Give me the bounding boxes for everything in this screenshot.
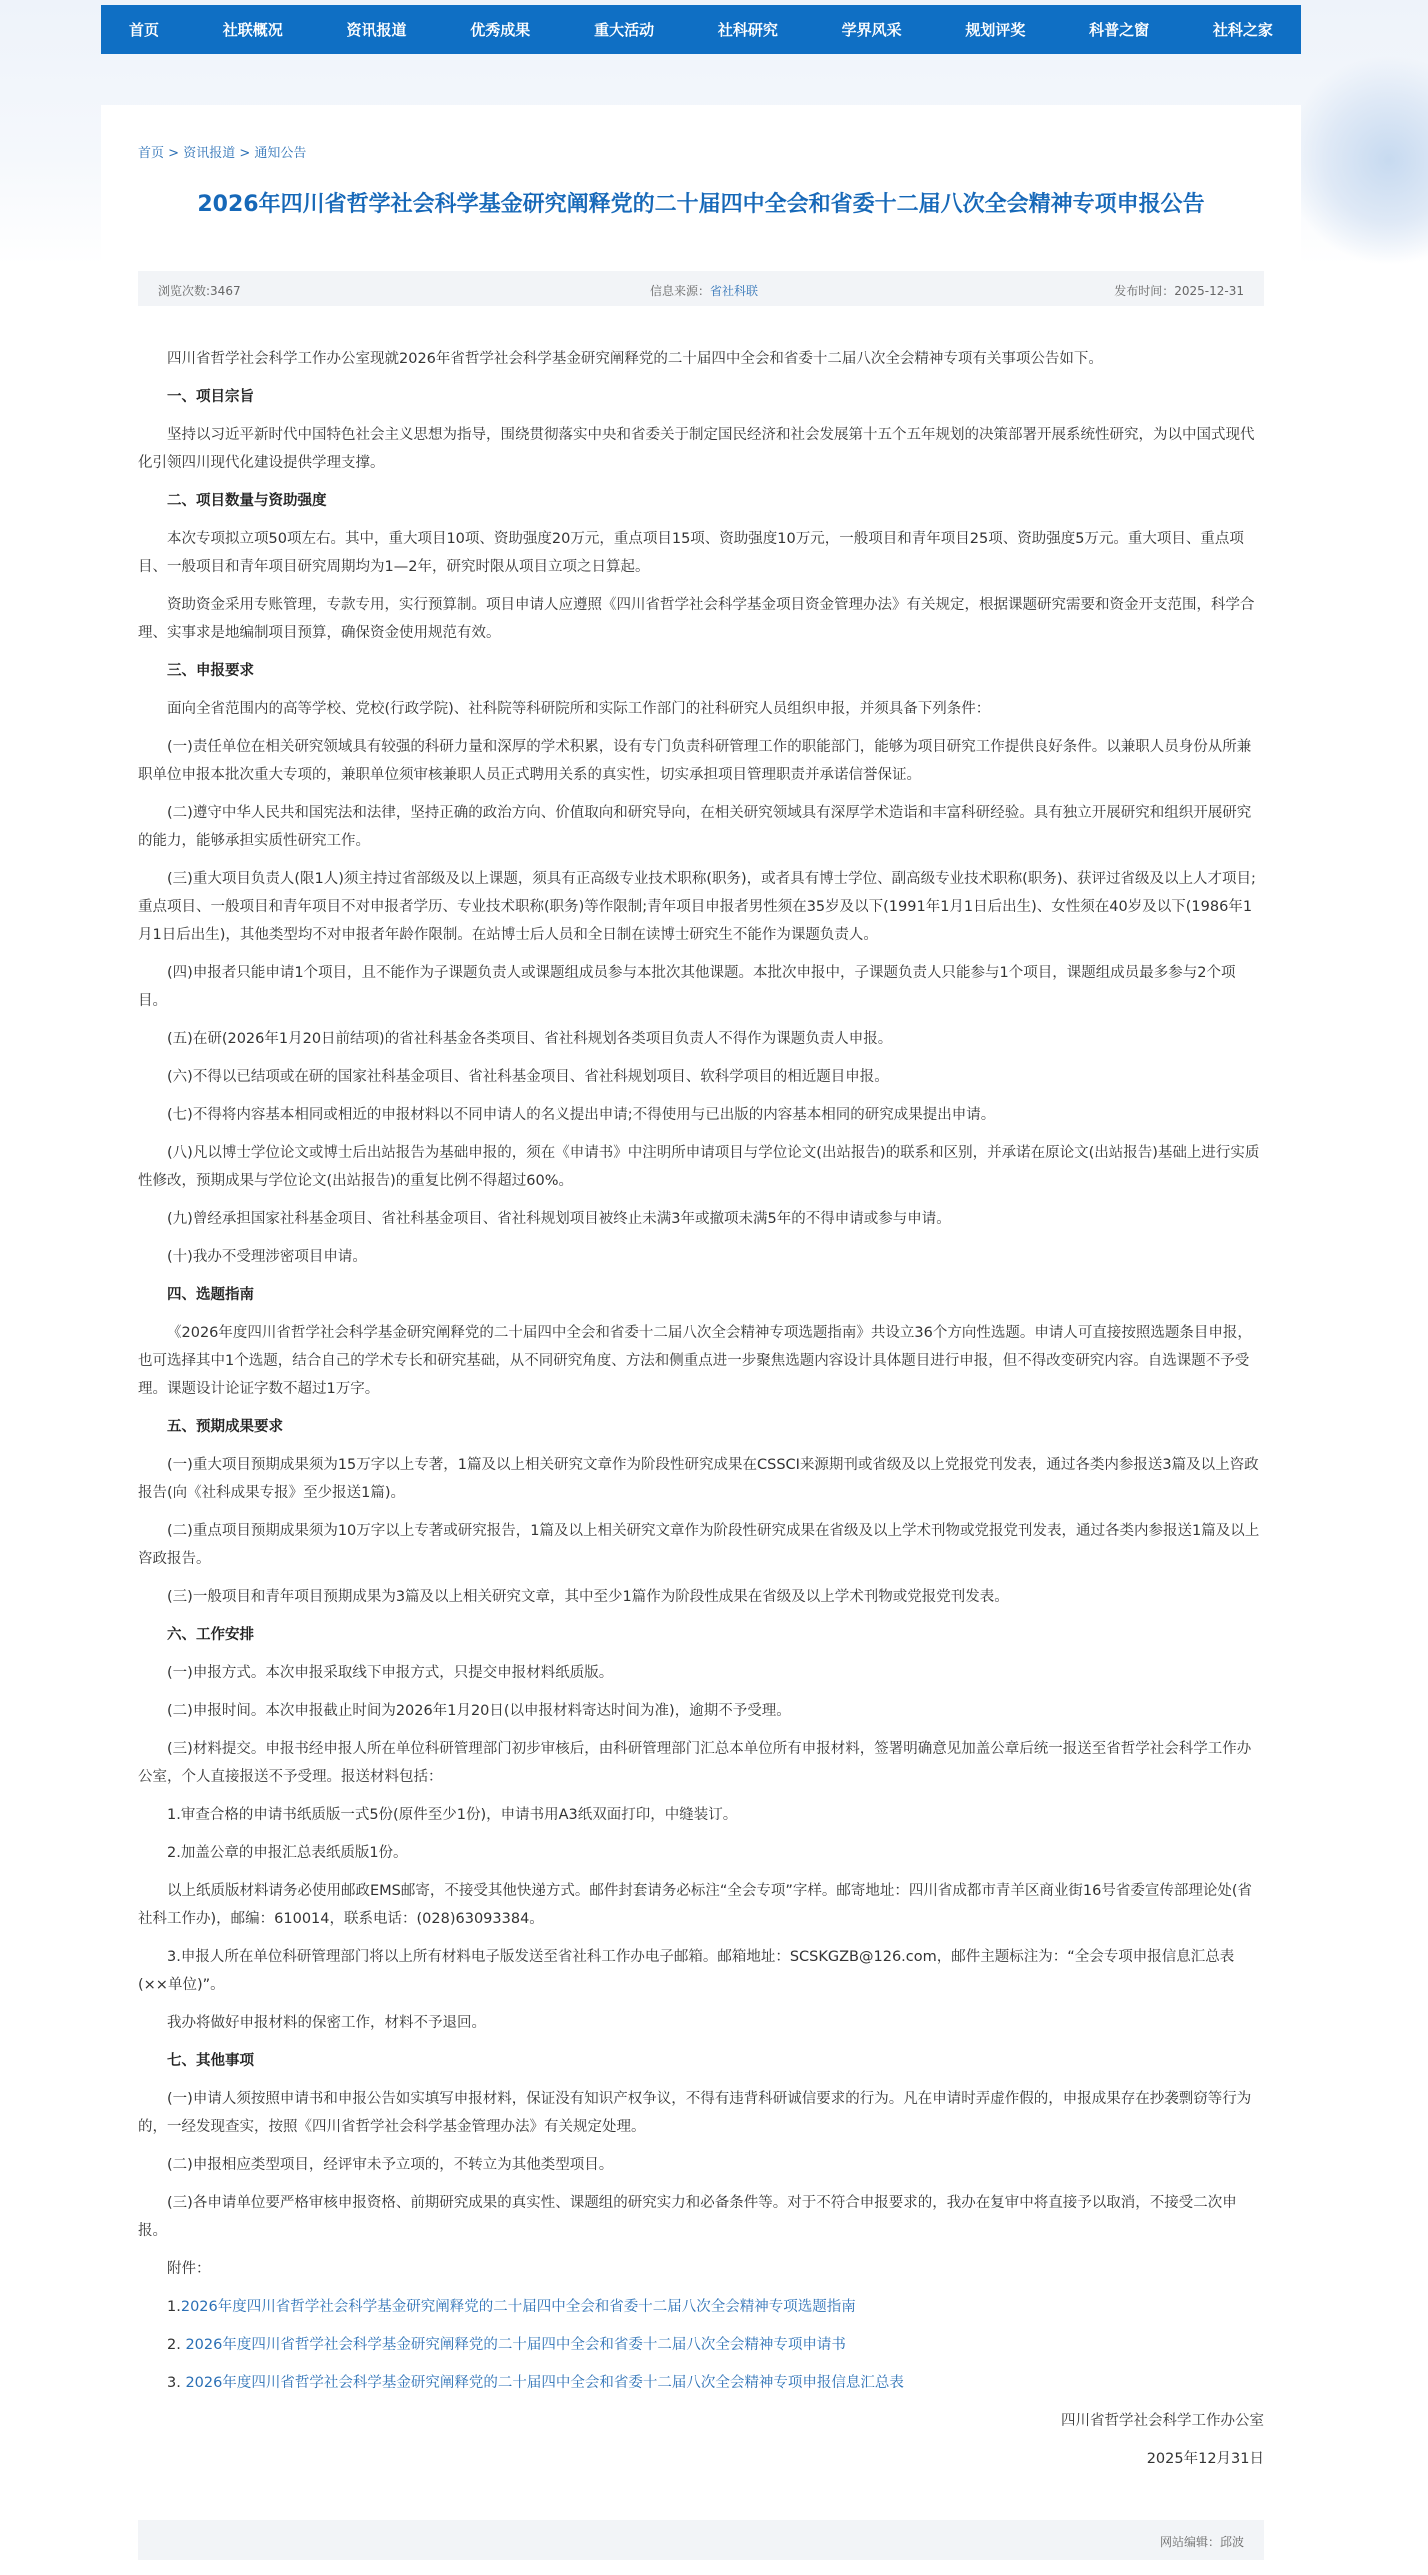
attachment-item — [138, 2369, 1264, 2397]
body-paragraph: (十)我办不受理涉密项目申请。 — [167, 1249, 367, 1265]
nav-item-overview[interactable]: 社联概况 — [222, 21, 283, 39]
body-paragraph: (一)责任单位在相关研究领域具有较强的科研力量和深厚的学术积累，设有专门负责科研管理工作的职能部门，能够为项目研究工作提供良好条件。以兼职人员身份从所兼职单位申报本批次重大专项的，兼职单位须审核兼职人员正式聘用关系的真实性，切实承担项目管理职责并承诺信誉保证。 — [138, 739, 1252, 783]
breadcrumb-separator: > — [164, 146, 184, 161]
nav-item-achievements[interactable]: 优秀成果 — [470, 21, 531, 39]
body-paragraph: (四)申报者只能申请1个项目，且不能作为子课题负责人或课题组成员参与本批次其他课题。本批次申报中，子课题负责人只能参与1个项目，课题组成员最多参与2个项目。 — [138, 965, 1236, 1009]
attachment-item — [138, 2331, 1264, 2359]
attachment-link[interactable]: 2026年度四川省哲学社会科学基金研究阐释党的二十届四中全会和省委十二届八次全会精神专项申请书 — [185, 2337, 846, 2353]
breadcrumb-home[interactable]: 首页 — [138, 146, 165, 161]
view-count: 浏览次数:3467 — [158, 284, 241, 298]
body-paragraph: (三)重大项目负责人(限1人)须主持过省部级及以上课题，须具有正高级专业技术职称(职务)，或者具有博士学位、副高级专业技术职称(职务)、获评过省级及以上人才项目;重点项目、一般项目和青年项目不对申报者学历、专业技术职称(职务)等作限制;青年项目申报者男性须在35岁及以下(1991年1月1日后出生)、女性须在40岁及以下(1986年1月1日后出生)，其他类型均不对申报者年龄作限制。在站博士后人员和全日制在读博士研究生不能作为课题负责人。 — [138, 871, 1256, 943]
section-heading: 三、申报要求 — [167, 663, 254, 679]
body-paragraph: (三)材料提交。申报书经申报人所在单位科研管理部门初步审核后，由科研管理部门汇总本单位所有申报材料，签署明确意见加盖公章后统一报送至省哲学社会科学工作办公室，个人直接报送不予受理。报送材料包括： — [138, 1741, 1252, 1785]
publish-date: 发布时间：2025-12-31 — [1114, 284, 1244, 298]
body-paragraph: (七)不得将内容基本相同或相近的申报材料以不同申请人的名义提出申请;不得使用与已出版的内容基本相同的研究成果提出申请。 — [167, 1107, 996, 1123]
attachment-number: 1. — [167, 2299, 181, 2315]
nav-item-home-of-social-science[interactable]: 社科之家 — [1212, 21, 1273, 39]
body-paragraph: 1.审查合格的申请书纸质版一式5份(原件至少1份)，申请书用A3纸双面打印，中缝装订。 — [167, 1807, 738, 1823]
body-paragraph: (三)各申请单位要严格审核申报资格、前期研究成果的真实性、课题组的研究实力和必备条件等。对于不符合申报要求的，我办在复审中将直接予以取消，不接受二次申报。 — [138, 2195, 1237, 2239]
body-paragraph: (二)重点项目预期成果须为10万字以上专著或研究报告，1篇及以上相关研究文章作为阶段性研究成果在省级及以上学术刊物或党报党刊发表，通过各类内参报送1篇及以上咨政报告。 — [138, 1523, 1260, 1567]
body-paragraph: (二)申报时间。本次申报截止时间为2026年1月20日(以申报材料寄达时间为准)，逾期不予受理。 — [167, 1703, 791, 1719]
article-meta-bar — [138, 271, 1264, 306]
section-heading: 六、工作安排 — [167, 1627, 254, 1643]
body-paragraph: 2.加盖公章的申报汇总表纸质版1份。 — [167, 1845, 408, 1861]
attachment-number: 2. — [167, 2337, 186, 2353]
breadcrumb-separator: > — [235, 146, 255, 161]
body-paragraph: (八)凡以博士学位论文或博士后出站报告为基础申报的，须在《申请书》中注明所申请项目与学位论文(出站报告)的联系和区别，并承诺在原论文(出站报告)基础上进行实质性修改，预期成果与学位论文(出站报告)的重复比例不得超过60%。 — [138, 1145, 1260, 1189]
nav-item-news[interactable]: 资讯报道 — [346, 21, 407, 39]
body-paragraph: (二)申报相应类型项目，经评审未予立项的，不转立为其他类型项目。 — [167, 2157, 614, 2173]
nav-item-research[interactable]: 社科研究 — [717, 21, 778, 39]
breadcrumb-news[interactable]: 资讯报道 — [183, 146, 236, 161]
body-paragraph: 《2026年度四川省哲学社会科学基金研究阐释党的二十届四中全会和省委十二届八次全会精神专项选题指南》共设立36个方向性选题。申请人可直接按照选题条目申报，也可选择其中1个选题，结合自己的学术专长和研究基础，从不同研究角度、方法和侧重点进一步聚焦选题内容设计具体题目进行申报，但不得改变研究内容。自选课题不予受理。课题设计论证字数不超过1万字。 — [138, 1325, 1252, 1397]
body-paragraph: 资助资金采用专账管理，专款专用，实行预算制。项目申请人应遵照《四川省哲学社会科学基金项目资金管理办法》有关规定，根据课题研究需要和资金开支范围，科学合理、实事求是地编制项目预算，确保资金使用规范有效。 — [138, 597, 1255, 641]
nav-item-scholars[interactable]: 学界风采 — [841, 21, 902, 39]
body-paragraph: 附件： — [167, 2261, 211, 2277]
breadcrumb — [138, 142, 306, 161]
info-source-value: 省社科联 — [710, 284, 759, 298]
article-title: 2026年四川省哲学社会科学基金研究阐释党的二十届四中全会和省委十二届八次全会精神专项申报公告 — [197, 192, 1205, 217]
article-card — [101, 105, 1301, 2575]
body-paragraph: 本次专项拟立项50项左右。其中，重大项目10项、资助强度20万元，重点项目15项、资助强度10万元，一般项目和青年项目25项、资助强度5万元。重大项目、重点项目、一般项目和青年项目研究周期均为1—2年，研究时限从项目立项之日算起。 — [138, 531, 1244, 575]
attachment-number: 3. — [167, 2375, 186, 2391]
body-paragraph: 3.申报人所在单位科研管理部门将以上所有材料电子版发送至省社科工作办电子邮箱。邮箱地址：SCSKGZB@126.com，邮件主题标注为：“全会专项申报信息汇总表(××单位)”。 — [138, 1949, 1235, 1993]
body-paragraph: (九)曾经承担国家社科基金项目、省社科基金项目、省社科规划项目被终止未满3年或撤项未满5年的不得申请或参与申请。 — [167, 1211, 951, 1227]
header-decoration — [1298, 55, 1428, 265]
main-nav — [101, 5, 1301, 54]
signature-date: 2025年12月31日 — [1146, 2451, 1264, 2467]
attachment-link[interactable]: 2026年度四川省哲学社会科学基金研究阐释党的二十届四中全会和省委十二届八次全会精神专项申报信息汇总表 — [185, 2375, 904, 2391]
body-paragraph: (一)申报方式。本次申报采取线下申报方式，只提交申报材料纸质版。 — [167, 1665, 614, 1681]
body-paragraph: 面向全省范围内的高等学校、党校(行政学院)、社科院等科研院所和实际工作部门的社科研究人员组织申报，并须具备下列条件： — [167, 701, 991, 717]
section-heading: 四、选题指南 — [167, 1287, 254, 1303]
body-paragraph: (一)重大项目预期成果须为15万字以上专著，1篇及以上相关研究文章作为阶段性研究成果在CSSCI来源期刊或省级及以上党报党刊发表，通过各类内参报送3篇及以上咨政报告(向《社科成果专报》至少报送1篇)。 — [138, 1457, 1259, 1501]
article-body — [138, 345, 1264, 2483]
section-heading: 一、项目宗旨 — [167, 389, 254, 405]
signature-organization: 四川省哲学社会科学工作办公室 — [1061, 2413, 1264, 2429]
attachment-link[interactable]: 2026年度四川省哲学社会科学基金研究阐释党的二十届四中全会和省委十二届八次全会精神专项选题指南 — [180, 2299, 856, 2315]
section-heading: 五、预期成果要求 — [167, 1419, 283, 1435]
body-paragraph: (六)不得以已结项或在研的国家社科基金项目、省社科基金项目、省社科规划项目、软科学项目的相近题目申报。 — [167, 1069, 889, 1085]
body-paragraph: 坚持以习近平新时代中国特色社会主义思想为指导，围绕贯彻落实中央和省委关于制定国民经济和社会发展第十五个五年规划的决策部署开展系统性研究，为以中国式现代化引领四川现代化建设提供学理支撑。 — [138, 427, 1255, 471]
nav-item-planning[interactable]: 规划评奖 — [965, 21, 1026, 39]
section-heading: 七、其他事项 — [167, 2053, 254, 2069]
info-source — [650, 282, 758, 299]
body-paragraph: (二)遵守中华人民共和国宪法和法律，坚持正确的政治方向、价值取向和研究导向，在相关研究领域具有深厚学术造诣和丰富科研经验。具有独立开展研究和组织开展研究的能力，能够承担实质性研究工作。 — [138, 805, 1252, 849]
website-editor: 网站编辑：邱波 — [1159, 2535, 1244, 2549]
nav-item-events[interactable]: 重大活动 — [594, 21, 655, 39]
body-paragraph: (五)在研(2026年1月20日前结项)的省社科基金各类项目、省社科规划各类项目负责人不得作为课题负责人申报。 — [167, 1031, 893, 1047]
attachment-item — [138, 2293, 1264, 2321]
article-footer-bar — [138, 2520, 1264, 2560]
info-source-label: 信息来源： — [650, 284, 711, 298]
nav-item-popular-science[interactable]: 科普之窗 — [1089, 21, 1150, 39]
body-paragraph: 四川省哲学社会科学工作办公室现就2026年省哲学社会科学基金研究阐释党的二十届四中全会和省委十二届八次全会精神专项有关事项公告如下。 — [167, 351, 1103, 367]
body-paragraph: (一)申请人须按照申请书和申报公告如实填写申报材料，保证没有知识产权争议，不得有违背科研诚信要求的行为。凡在申请时弄虚作假的，申报成果存在抄袭剽窃等行为的，一经发现查实，按照《四川省哲学社会科学基金管理办法》有关规定处理。 — [138, 2091, 1252, 2135]
nav-item-home[interactable]: 首页 — [129, 21, 160, 39]
body-paragraph: (三)一般项目和青年项目预期成果为3篇及以上相关研究文章，其中至少1篇作为阶段性成果在省级及以上学术刊物或党报党刊发表。 — [167, 1589, 1009, 1605]
section-heading: 二、项目数量与资助强度 — [167, 493, 327, 509]
body-paragraph: 我办将做好申报材料的保密工作，材料不予退回。 — [167, 2015, 486, 2031]
body-paragraph: 以上纸质版材料请务必使用邮政EMS邮寄，不接受其他快递方式。邮件封套请务必标注“全会专项”字样。邮寄地址：四川省成都市青羊区商业街16号省委宣传部理论处(省社科工作办)，邮编：610014，联系电话：(028)63093384。 — [138, 1883, 1253, 1927]
breadcrumb-notice[interactable]: 通知公告 — [254, 146, 307, 161]
